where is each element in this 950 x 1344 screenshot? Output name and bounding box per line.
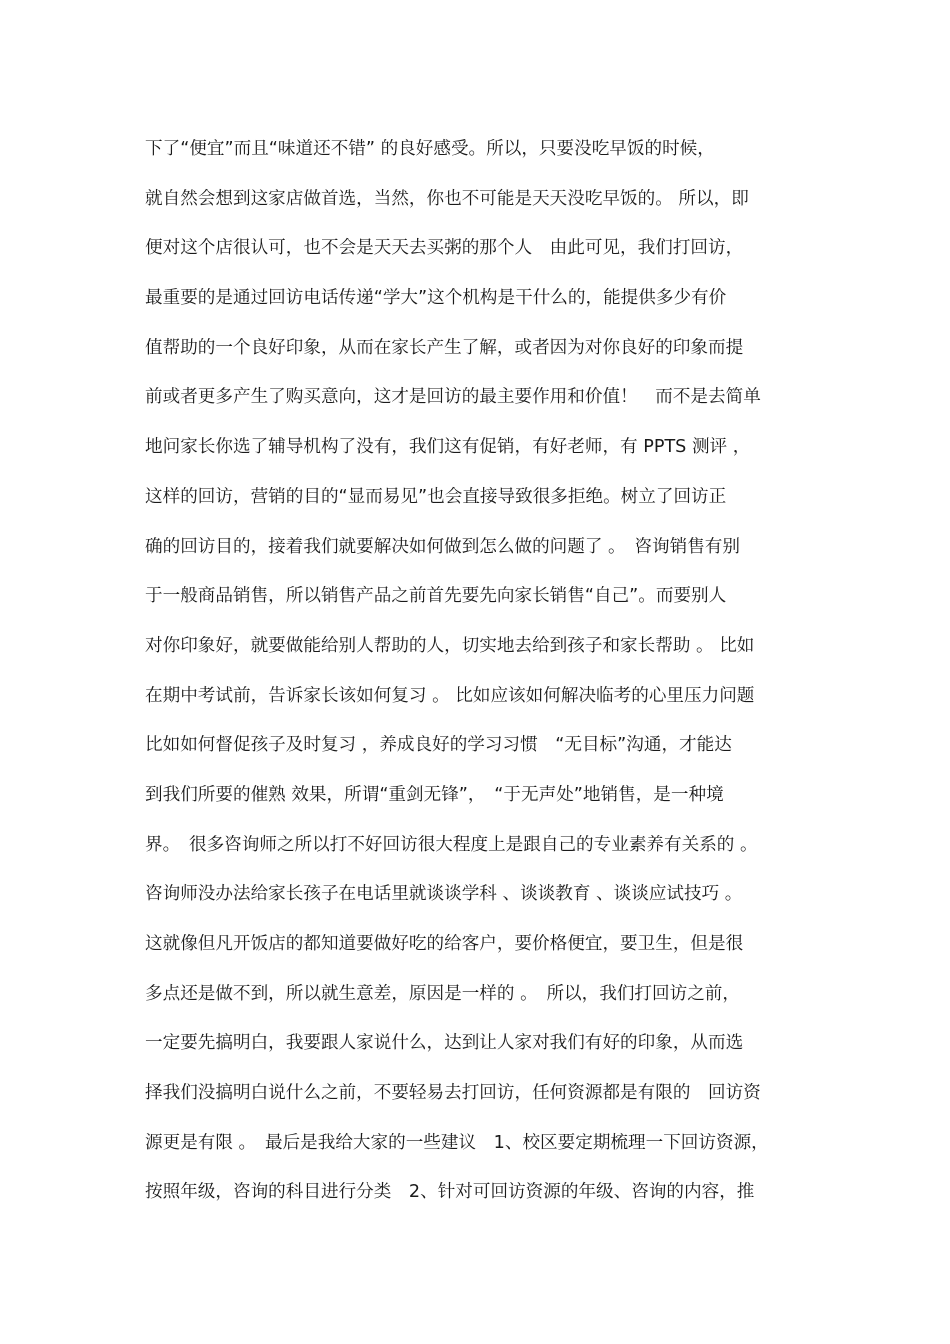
text-line: 确的回访目的，接着我们就要解决如何做到怎么做的问题了 。 咨询销售有别 [145, 536, 740, 557]
text-line: 值帮助的一个良好印象，从而在家长产生了解，或者因为对你良好的印象而提 [145, 337, 744, 358]
text-line: 这就像但凡开饭店的都知道要做好吃的给客户，要价格便宜，要卫生，但是很 [145, 934, 744, 954]
text-line: 到我们所要的催熟 效果，所谓“重剑无锋”， “于无声处”地销售，是一种境 [145, 784, 724, 805]
text-line: 在期中考试前，告诉家长该如何复习 。 比如应该如何解决临考的心里压力问题 [145, 685, 755, 706]
text-line: 一定要先搞明白，我要跟人家说什么，达到让人家对我们有好的印象，从而选 [145, 1033, 744, 1054]
text-line: 下了“便宜”而且“味道还不错” 的良好感受。所以，只要没吃早饭的时候， [145, 139, 715, 159]
text-line: 比如如何督促孩子及时复习 ，养成良好的学习习惯 “无目标”沟通，才能达 [145, 735, 732, 756]
text-line: 于一般商品销售，所以销售产品之前首先要先向家长销售“自己”。而要别人 [145, 586, 727, 607]
text-line: 界。 很多咨询师之所以打不好回访很大程度上是跟自己的专业素养有关系的 。 [145, 834, 758, 855]
text-line: 最重要的是通过回访电话传递“学大”这个机构是干什么的，能提供多少有价 [145, 288, 727, 309]
text-line: 地问家长你选了辅导机构了没有，我们这有促销，有好老师，有 PPTS 测评 ， [145, 437, 751, 458]
text-line: 按照年级，咨询的科目进行分类 2、针对可回访资源的年级、咨询的内容，推 [145, 1182, 755, 1203]
text-line: 对你印象好，就要做能给别人帮助的人，切实地去给到孩子和家长帮助 。 比如 [145, 635, 755, 656]
text-line: 前或者更多产生了购买意向，这才是回访的最主要作用和价值！ 而不是去简单 [145, 387, 761, 408]
text-line: 这样的回访，营销的目的“显而易见”也会直接导致很多拒绝。树立了回访正 [145, 486, 727, 507]
body-text [145, 136, 815, 1229]
text-line: 咨询师没办法给家长孩子在电话里就谈谈学科 、谈谈教育 、谈谈应试技巧 。 [145, 884, 743, 905]
text-line: 择我们没搞明白说什么之前，不要轻易去打回访，任何资源都是有限的 回访资 [145, 1083, 761, 1104]
text-line: 多点还是做不到，所以就生意差，原因是一样的 。 所以，我们打回访之前， [145, 983, 740, 1004]
text-line: 源更是有限 。 最后是我给大家的一些建议 1、校区要定期梳理一下回访资源， [145, 1132, 769, 1153]
text-line: 就自然会想到这家店做首选，当然，你也不可能是天天没吃早饭的。 所以，即 [145, 188, 749, 209]
text-line: 便对这个店很认可，也不会是天天去买粥的那个人 由此可见，我们打回访， [145, 238, 744, 259]
